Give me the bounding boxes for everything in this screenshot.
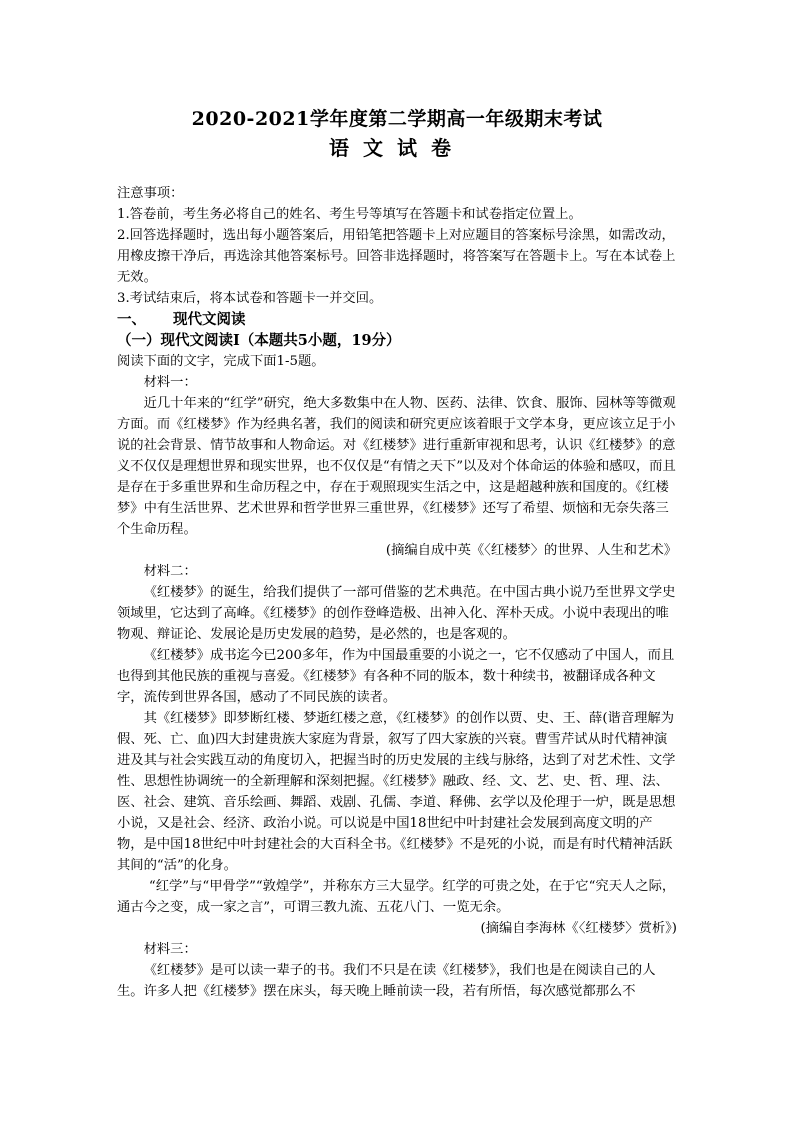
section-title: 现代文阅读: [173, 311, 246, 328]
material-3-label: 材料三：: [143, 942, 197, 957]
notice-item-3: 3.考试结束后，将本试卷和答题卡一并交回。: [117, 291, 383, 306]
material-2-paragraph: 其《红楼梦》即梦断红楼、梦逝红楼之意，《红楼梦》的创作以贾、史、王、薛(谐音理解为假、死、亡、血)四大封建贵族大家庭为背景，叙写了四大家族的兴衰。曹雪芹试从时代精神演进及其与社会实践互动的角度切入，把握当时的历史发展的主线与脉络，达到了对艺术性、文学性、思想性协调统一的全新理解和深刻把握。《红楼梦》融政、经、文、艺、史、哲、理、法、医、社会、建筑、音乐绘画、舞蹈、戏剧、孔儒、李道、释佛、玄学以及伦理于一炉，既是思想小说，又是社会、经济、政治小说。可以说是中国18世纪中叶封建社会发展到高度文明的产物，是中国18世纪中叶封建社会的大百科全书。《红楼梦》不是死的小说，而是有时代精神活跃其间的“活”的化身。: [117, 711, 676, 873]
section-number: 一、: [117, 311, 146, 328]
material-2-paragraph: 《红楼梦》成书迄今已200多年，作为中国最重要的小说之一，它不仅感动了中国人，而且也得到其他民族的重视与喜爱。《红楼梦》有各种不同的版本，数十种续书，被翻译成各种文字，流传到世界各国，感动了不同民族的读者。: [117, 648, 675, 705]
material-1-paragraph: 近几十年来的“红学”研究，绝大多数集中在人物、医药、法律、饮食、服饰、园林等等微观方面。而《红楼梦》作为经典名著，我们的阅读和研究更应该着眼于文学本身，更应该立足于小说的社会背景、情节故事和人物命运。对《红楼梦》进行重新审视和思考，认识《红楼梦》的意义不仅仅是理想世界和现实世界，也不仅仅是“有情之天下”以及对个体命运的体验和感叹，而且是存在于多重世界和生命历程之中，存在于观照现实生活之中，这是超越种族和国度的。《红楼梦》中有生活世界、艺术世界和哲学世界三重世界，《红楼梦》还写了希望、烦恼和无奈失落三个生命历程。: [117, 396, 676, 537]
material-2-paragraph: 《红楼梦》的诞生，给我们提供了一部可借鉴的艺术典范。在中国古典小说乃至世界文学史领域里，它达到了高峰。《红楼梦》的创作登峰造极、出神入化、浑朴天成。小说中表现出的唯物观、辩证论、发展论是历史发展的趋势，是必然的，也是客观的。: [117, 585, 676, 642]
exam-title: 2020-2021学年度第二学期高一年级期末考试: [191, 108, 603, 130]
material-2-source: (摘编自李海林《〈红楼梦〉赏析》): [480, 921, 677, 936]
notice-item-2: 2.回答选择题时，选出每小题答案后，用铅笔把答题卡上对应题目的答案标号涂黑，如需改动，用橡皮擦干净后，再选涂其他答案标号。回答非选择题时，将答案写在答题卡上。写在本试卷上无效。: [117, 228, 676, 285]
exam-body: [117, 183, 677, 1002]
material-2-paragraph: “红学”与“甲骨学”“敦煌学”，并称东方三大显学。红学的可贵之处，在于它“究天人之际，通古今之变，成一家之言”，可谓三教九流、五花八门、一览无余。: [117, 879, 676, 915]
notice-label: 注意事项：: [117, 186, 184, 201]
reading-instruction: 阅读下面的文字，完成下面1-5题。: [117, 354, 325, 369]
material-1-source: (摘编自成中英《〈红楼梦〉的世界、人生和艺术》: [385, 543, 677, 558]
material-1-label: 材料一：: [143, 375, 197, 390]
material-2-label: 材料二：: [143, 564, 197, 579]
notice-item-1: 1.答卷前，考生务必将自己的姓名、考生号等填写在答题卡和试卷指定位置上。: [117, 207, 582, 222]
material-3-paragraph: 《红楼梦》是可以读一辈子的书。我们不只是在读《红楼梦》，我们也是在阅读自己的人生。许多人把《红楼梦》摆在床头，每天晚上睡前读一段，若有所悟，每次感觉都那么不: [117, 963, 656, 999]
exam-subtitle: 语文试卷: [329, 136, 465, 160]
section-heading: [117, 309, 677, 330]
subsection-heading: （一）现代文阅读Ⅰ（本题共5小题，19分）: [117, 332, 401, 349]
